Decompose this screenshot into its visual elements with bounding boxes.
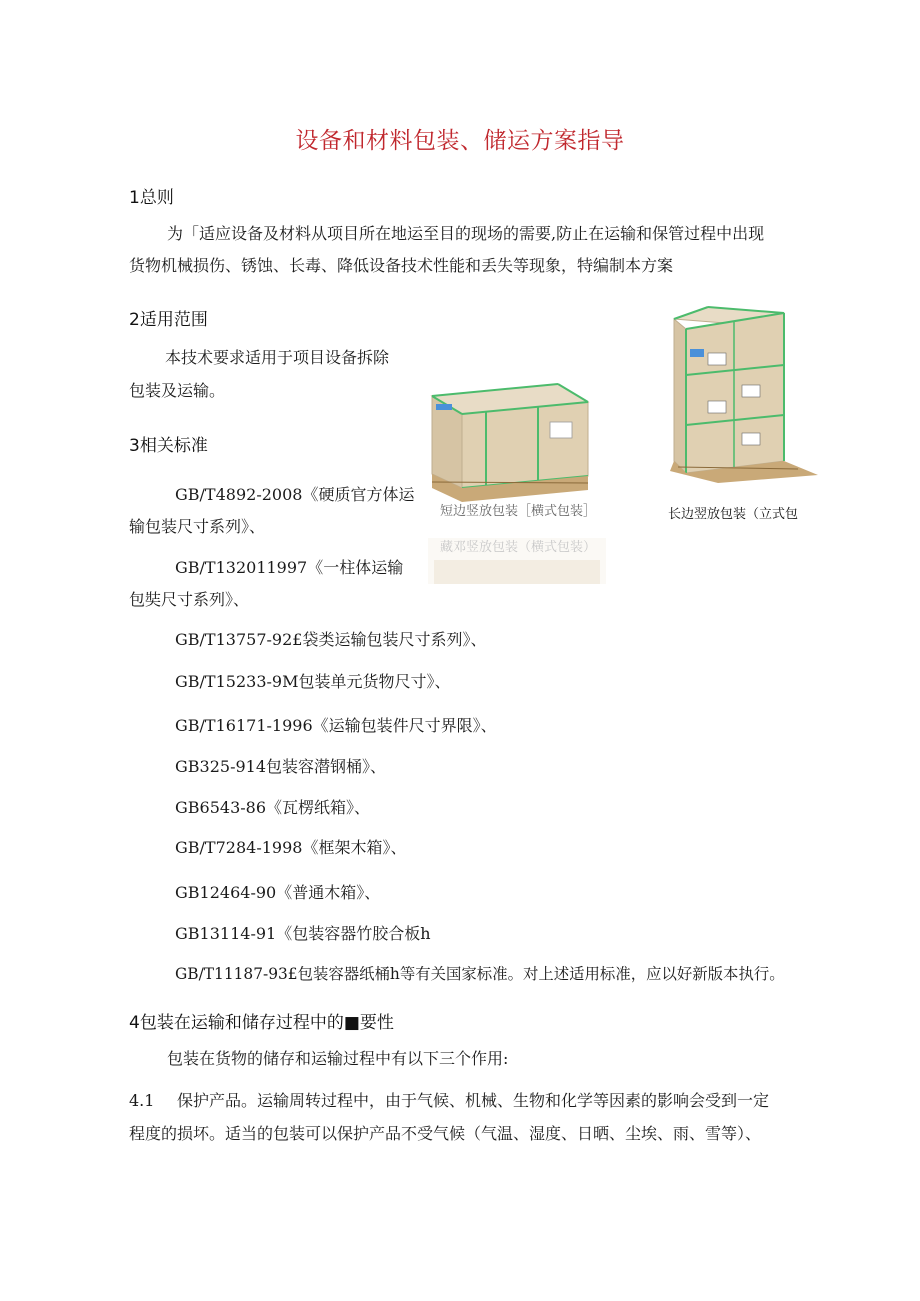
section-4-intro: 包装在货物的储存和运输过程中有以下三个作用:: [167, 1049, 509, 1068]
standard-item: GB/T16171-1996《运输包装件尺寸界限》、: [175, 716, 497, 735]
section-4-item-line-2: 程度的损坏。适当的包装可以保护产品不受气候（气温、湿度、日晒、尘埃、雨、雪等）、: [129, 1124, 762, 1143]
standard-item: GB6543-86《瓦楞纸箱》、: [175, 798, 371, 817]
section-4-item-line-1: 保护产品。运输周转过程中，由于气候、机械、生物和化学等因素的影响会受到一定: [177, 1091, 770, 1110]
section-1-heading: 1总则: [129, 188, 174, 208]
horizontal-crate-ghost-caption: 藏邓竖放包装（横式包装）: [440, 540, 597, 555]
standard-item: GB13114-91《包装容器竹胶合板h: [175, 924, 431, 943]
section-2-line-1: 本技术要求适用于项目设备拆除: [165, 348, 390, 367]
standard-item: GB/T132011997《一柱体运输: [175, 558, 404, 577]
section-3-heading: 3相关标准: [129, 436, 208, 456]
section-4-item-number: 4.1: [129, 1091, 155, 1110]
horizontal-crate-caption: 短边竖放包装［横式包装］: [440, 504, 597, 519]
section-2-heading: 2适用范围: [129, 310, 208, 330]
section-1-line-1: 为「适应设备及材料从项目所在地运至目的现场的需要,防止在运输和保管过程中出现: [167, 224, 765, 243]
vertical-crate-illustration: [668, 305, 826, 485]
vertical-crate-caption: 长边翌放包装（立式包: [668, 507, 799, 522]
standard-item: GB/T4892-2008《硬质官方体运: [175, 485, 415, 504]
page-title: 设备和材料包装、储运方案指导: [295, 128, 625, 154]
section-2-line-2: 包装及运输。: [129, 381, 226, 400]
standard-item: GB/T11187-93£包装容器纸桶h等有关国家标准。对上述适用标准，应以好新版本执行。: [175, 965, 785, 983]
section-1-line-2: 货物机械损伤、锈蚀、长毒、降低设备技术性能和丢失等现象，特编制本方案: [129, 256, 674, 275]
standard-item: GB12464-90《普通木箱》、: [175, 883, 381, 902]
standard-item: 输包装尺寸系列》、: [129, 517, 266, 536]
standard-item: GB/T13757-92£袋类运输包装尺寸系列》、: [175, 630, 487, 649]
vertical-crate-image: [668, 305, 826, 485]
standard-item: GB325-914包装容潜钢桶》、: [175, 757, 387, 776]
horizontal-crate-image: [428, 378, 606, 584]
section-4-heading: 4包装在运输和储存过程中的■要性: [129, 1013, 394, 1033]
standard-item: 包奘尺寸系列》、: [129, 590, 250, 609]
standard-item: GB/T7284-1998《框架木箱》、: [175, 838, 407, 857]
standard-item: GB/T15233-9M包装单元货物尺寸》、: [175, 672, 451, 691]
